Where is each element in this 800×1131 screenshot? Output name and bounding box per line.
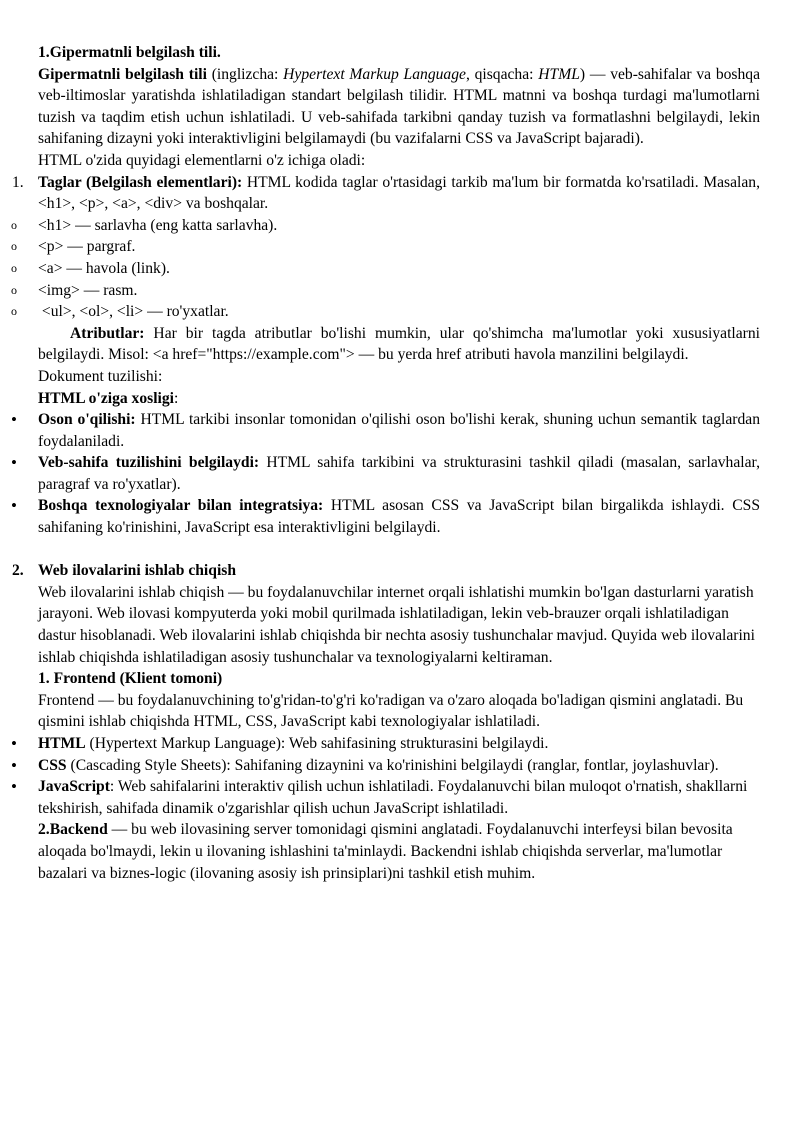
list-number: 1.	[12, 173, 24, 191]
frontend-paragraph: Frontend — bu foydalanuvchining to'g'ridan-to'g'ri ko'radigan va o'zaro aloqada bo'ladigan qismini anglatadi. Bu qismini ishlab chiqishda HTML, CSS, JavaScript kabi texnologiyalar ishlatiladi.	[38, 691, 744, 731]
tag-item: o <a> — havola (link).	[38, 258, 760, 280]
bullet-icon: •	[11, 777, 17, 797]
bullet-icon: •	[11, 496, 17, 516]
circle-bullet-icon: o	[11, 304, 17, 319]
elements-intro: HTML o'zida quyidagi elementlarni o'z ichiga oladi:	[38, 151, 366, 169]
feature-item: • Boshqa texnologiyalar bilan integratsiya: HTML asosan CSS va JavaScript bilan birgalikda ishlaydi. CSS sahifaning ko'rinishini, JavaScript esa interaktivligini belgilaydi.	[11, 496, 760, 537]
backend-paragraph: 2.Backend — bu web ilovasining server tomonidagi qismini anglatadi. Foydalanuvchi interfeysi bilan bevosita aloqada bo'lmaydi, lekin u ilovaning ishlashini ta'minlaydi. Backendni ishlab chiqishda serverlar, ma'lumotlar bazalari va biznes-logic (ilovaning asosiy ish prinsiplari)ni tashkil etish muhim.	[38, 821, 733, 882]
circle-bullet-icon: o	[11, 282, 17, 297]
circle-bullet-icon: o	[11, 260, 17, 275]
html-definition-paragraph: Gipermatnli belgilash tili (inglizcha: Hypertext Markup Language, qisqacha: HTML) — veb-sahifalar va boshqa veb-iltimoslar yaratishda ishlatiladigan standart belgilash tilidir. HTML matnni va boshqa turdagi ma'lumotlarni tuzish va taqdim etish uchun ishlatiladi. U veb-sahifada tarkibni qanday tuzish va formatlashni belgilaydi, lekin sahifaning dizayni yoki interaktivligini belgilamaydi (bu vazifalarni CSS va JavaScript bajaradi).	[38, 65, 761, 148]
tag-item: o <p> — pargraf.	[38, 236, 760, 258]
tech-item: • JavaScript: Web sahifalarini interaktiv qilish uchun ishlatiladi. Foydalanuvchi bilan muloqot o'rnatish, shakllarni tekshirish, sahifada dinamik o'zgarishlar qilish uchun JavaScript ishlatiladi.	[11, 777, 748, 817]
features-heading: HTML o'ziga xosligi:	[38, 389, 179, 407]
feature-item: • Veb-sahifa tuzilishini belgilaydi: HTML sahifa tarkibini va strukturasini tashkil qiladi (masalan, sarlavhalar, paragraf va ro'yxatlar).	[11, 453, 760, 493]
circle-bullet-icon: o	[11, 217, 17, 232]
section2-intro: Web ilovalarini ishlab chiqish — bu foydalanuvchilar internet orqali ishlatishi mumkin bo'lgan dasturlarni yaratish jarayoni. Web ilovasi kompyuterda yoki mobil qurilmada ishlatiladigan, lekin veb-brauzer orqali ishlatiladigan dastur hisoblanadi. Web ilovalarini ishlab chiqishda bir nechta asosiy tushunchalar mavjud. Quyida web ilovalarini ishlab chiqishda ishlatiladigan asosiy tushunchalar va texnologiyalarni keltiraman.	[38, 583, 755, 666]
bullet-icon: •	[11, 755, 17, 775]
definition-term: Gipermatnli belgilash tili	[38, 65, 207, 83]
list-item-tags: 1. Taglar (Belgilash elementlari): HTML kodida taglar o'rtasidagi tarkib ma'lum bir formatda ko'rsatiladi. Masalan, <h1>, <p>, <a>, <div> va boshqalar.	[12, 173, 760, 213]
tag-item: o <img> — rasm.	[38, 280, 760, 302]
circle-bullet-icon: o	[11, 239, 17, 254]
bullet-icon: •	[11, 453, 17, 473]
document-page	[11, 42, 761, 884]
bullet-icon: •	[11, 734, 17, 753]
tech-item: • HTML (Hypertext Markup Language): Web sahifasining strukturasini belgilaydi.	[11, 734, 549, 753]
section2-heading: 2. Web ilovalarini ishlab chiqish	[38, 560, 760, 582]
tech-item: • CSS (Cascading Style Sheets): Sahifaning dizaynini va ko'rinishini belgilaydi (ranglar, fontlar, joylashuvlar).	[11, 755, 719, 775]
section1-title: 1.Gipermatnli belgilash tili.	[38, 44, 221, 61]
section-number: 2.	[12, 562, 24, 580]
attributes-paragraph: Atributlar: Har bir tagda atributlar bo'lishi mumkin, ular qo'shimcha ma'lumotlar yoki xususiyatlarni belgilaydi. Misol: <a href="https://example.com"> — bu yerda href atributi havola manzilini belgilaydi.	[38, 324, 760, 364]
frontend-heading: 1. Frontend (Klient tomoni)	[38, 670, 223, 688]
tag-item: o <h1> — sarlavha (eng katta sarlavha).	[38, 215, 760, 237]
document-structure-label: Dokument tuzilishi:	[38, 367, 163, 385]
bullet-icon: •	[11, 410, 17, 430]
feature-item: • Oson o'qilishi: HTML tarkibi insonlar tomonidan o'qilishi oson bo'lishi kerak, shuning uchun semantik taglardan foydalaniladi.	[11, 410, 760, 450]
tag-item: o <ul>, <ol>, <li> — ro'yxatlar.	[38, 301, 760, 323]
